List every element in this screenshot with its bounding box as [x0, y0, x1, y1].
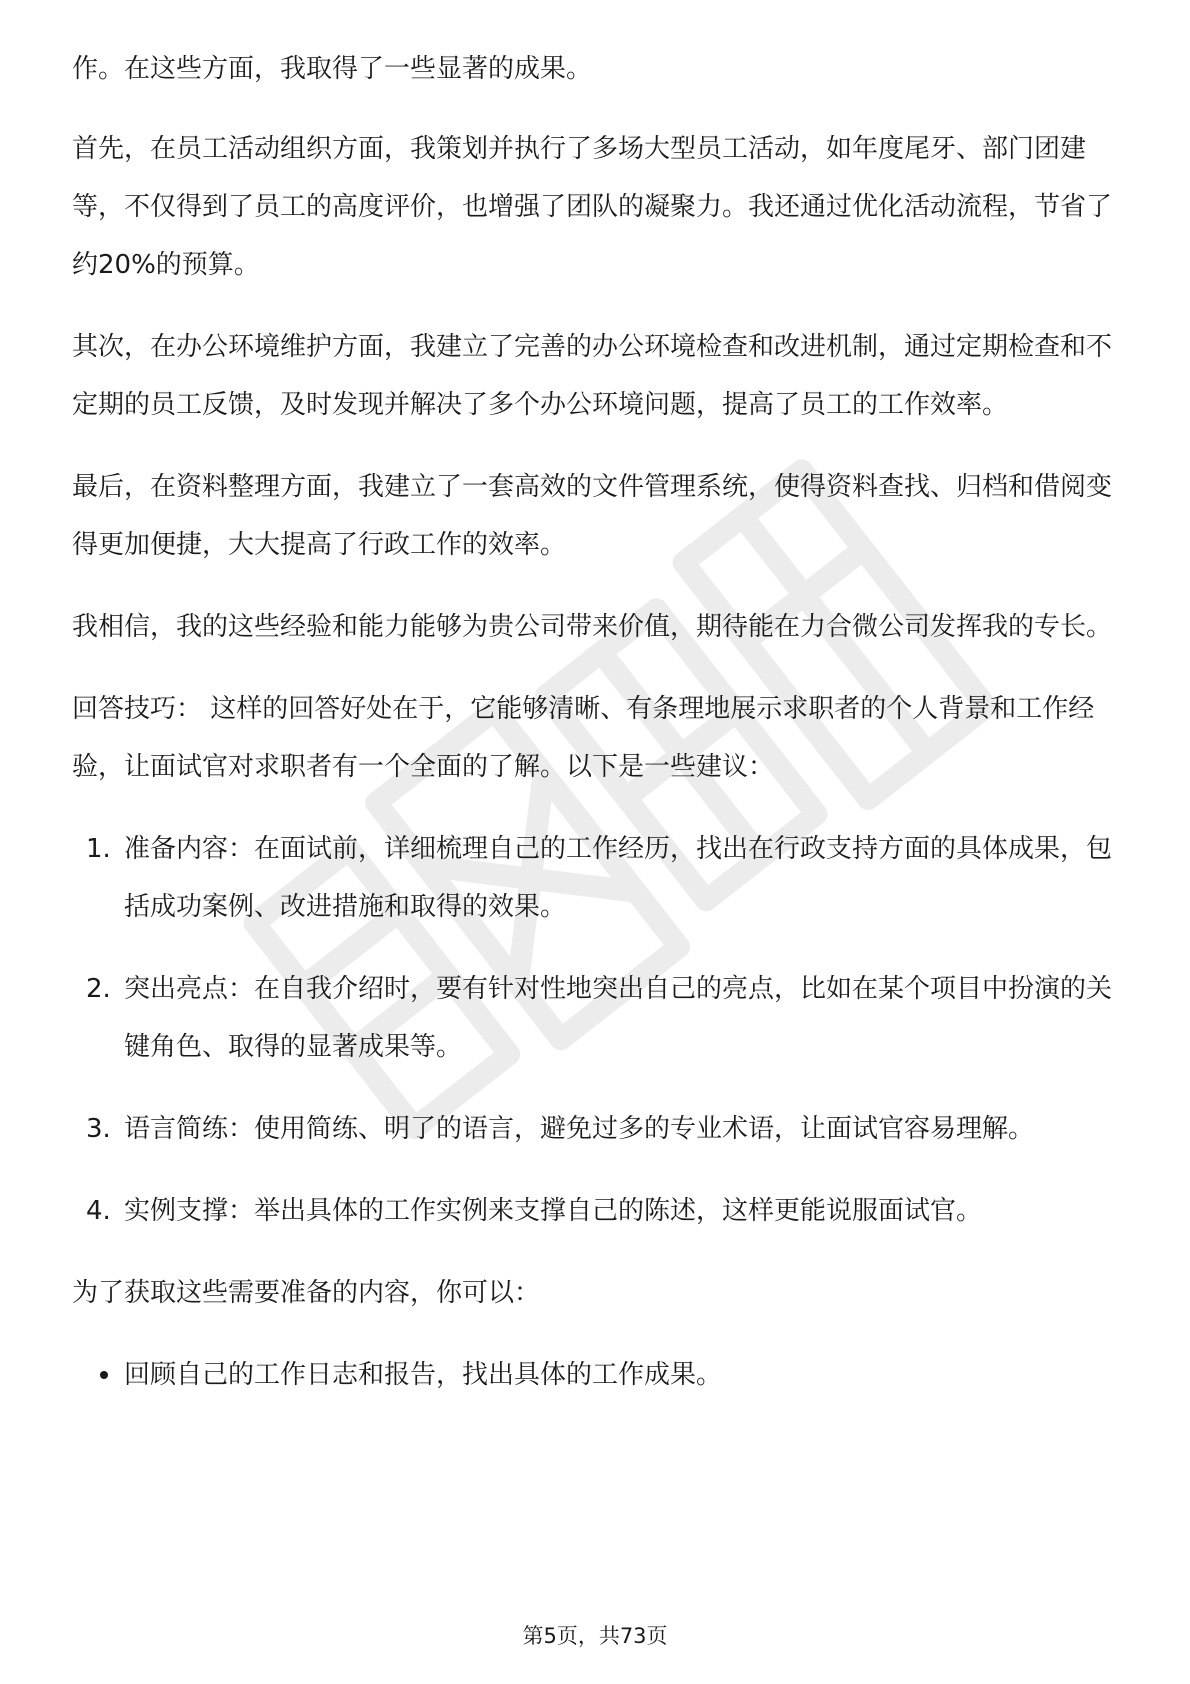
paragraph-environment: 其次，在办公环境维护方面，我建立了完善的办公环境检查和改进机制，通过定期检查和不定期的员工反馈，及时发现并解决了多个办公环境问题，提高了员工的工作效率。	[72, 332, 1113, 420]
list-item	[72, 1182, 1122, 1240]
list-item-text: 回顾自己的工作日志和报告，找出具体的工作成果。	[124, 1360, 723, 1390]
paragraph-documents: 最后，在资料整理方面，我建立了一套高效的文件管理系统，使得资料查找、归档和借阅变得更加便捷，大大提高了行政工作的效率。	[72, 472, 1113, 560]
paragraph-conclusion: 我相信，我的这些经验和能力能够为贵公司带来价值，期待能在力合微公司发挥我的专长。	[72, 612, 1113, 642]
tips-list	[72, 820, 1122, 1240]
paragraph-answer-tips: 回答技巧： 这样的回答好处在于，它能够清晰、有条理地展示求职者的个人背景和工作经验，让面试官对求职者有一个全面的了解。以下是一些建议：	[72, 694, 1095, 782]
list-item	[72, 820, 1122, 936]
list-item	[72, 1100, 1122, 1158]
list-number: 4.	[86, 1196, 111, 1226]
list-item-text: 准备内容：在面试前，详细梳理自己的工作经历，找出在行政支持方面的具体成果，包括成功案例、改进措施和取得的效果。	[124, 834, 1113, 922]
bullet-list	[72, 1346, 1122, 1404]
bullet-dot-icon	[100, 1371, 108, 1379]
paragraph-continuation: 作。在这些方面，我取得了一些显著的成果。	[72, 54, 593, 84]
paragraph-closing-intro: 为了获取这些需要准备的内容，你可以：	[72, 1278, 541, 1308]
document-body	[72, 40, 1122, 1404]
list-item-text: 语言简练：使用简练、明了的语言，避免过多的专业术语，让面试官容易理解。	[124, 1114, 1035, 1144]
list-item	[72, 1346, 1122, 1404]
list-number: 2.	[86, 974, 111, 1004]
list-item	[72, 960, 1122, 1076]
list-item-text: 实例支撑：举出具体的工作实例来支撑自己的陈述，这样更能说服面试官。	[124, 1196, 983, 1226]
page-number-footer: 第5页，共73页	[522, 1624, 668, 1648]
list-number: 1.	[86, 834, 111, 864]
paragraph-activities: 首先，在员工活动组织方面，我策划并执行了多场大型员工活动，如年度尾牙、部门团建等，不仅得到了员工的高度评价，也增强了团队的凝聚力。我还通过优化活动流程，节省了约20%的预算。	[72, 134, 1113, 280]
list-number: 3.	[86, 1114, 111, 1144]
list-item-text: 突出亮点：在自我介绍时，要有针对性地突出自己的亮点，比如在某个项目中扮演的关键角色、取得的显著成果等。	[124, 974, 1113, 1062]
